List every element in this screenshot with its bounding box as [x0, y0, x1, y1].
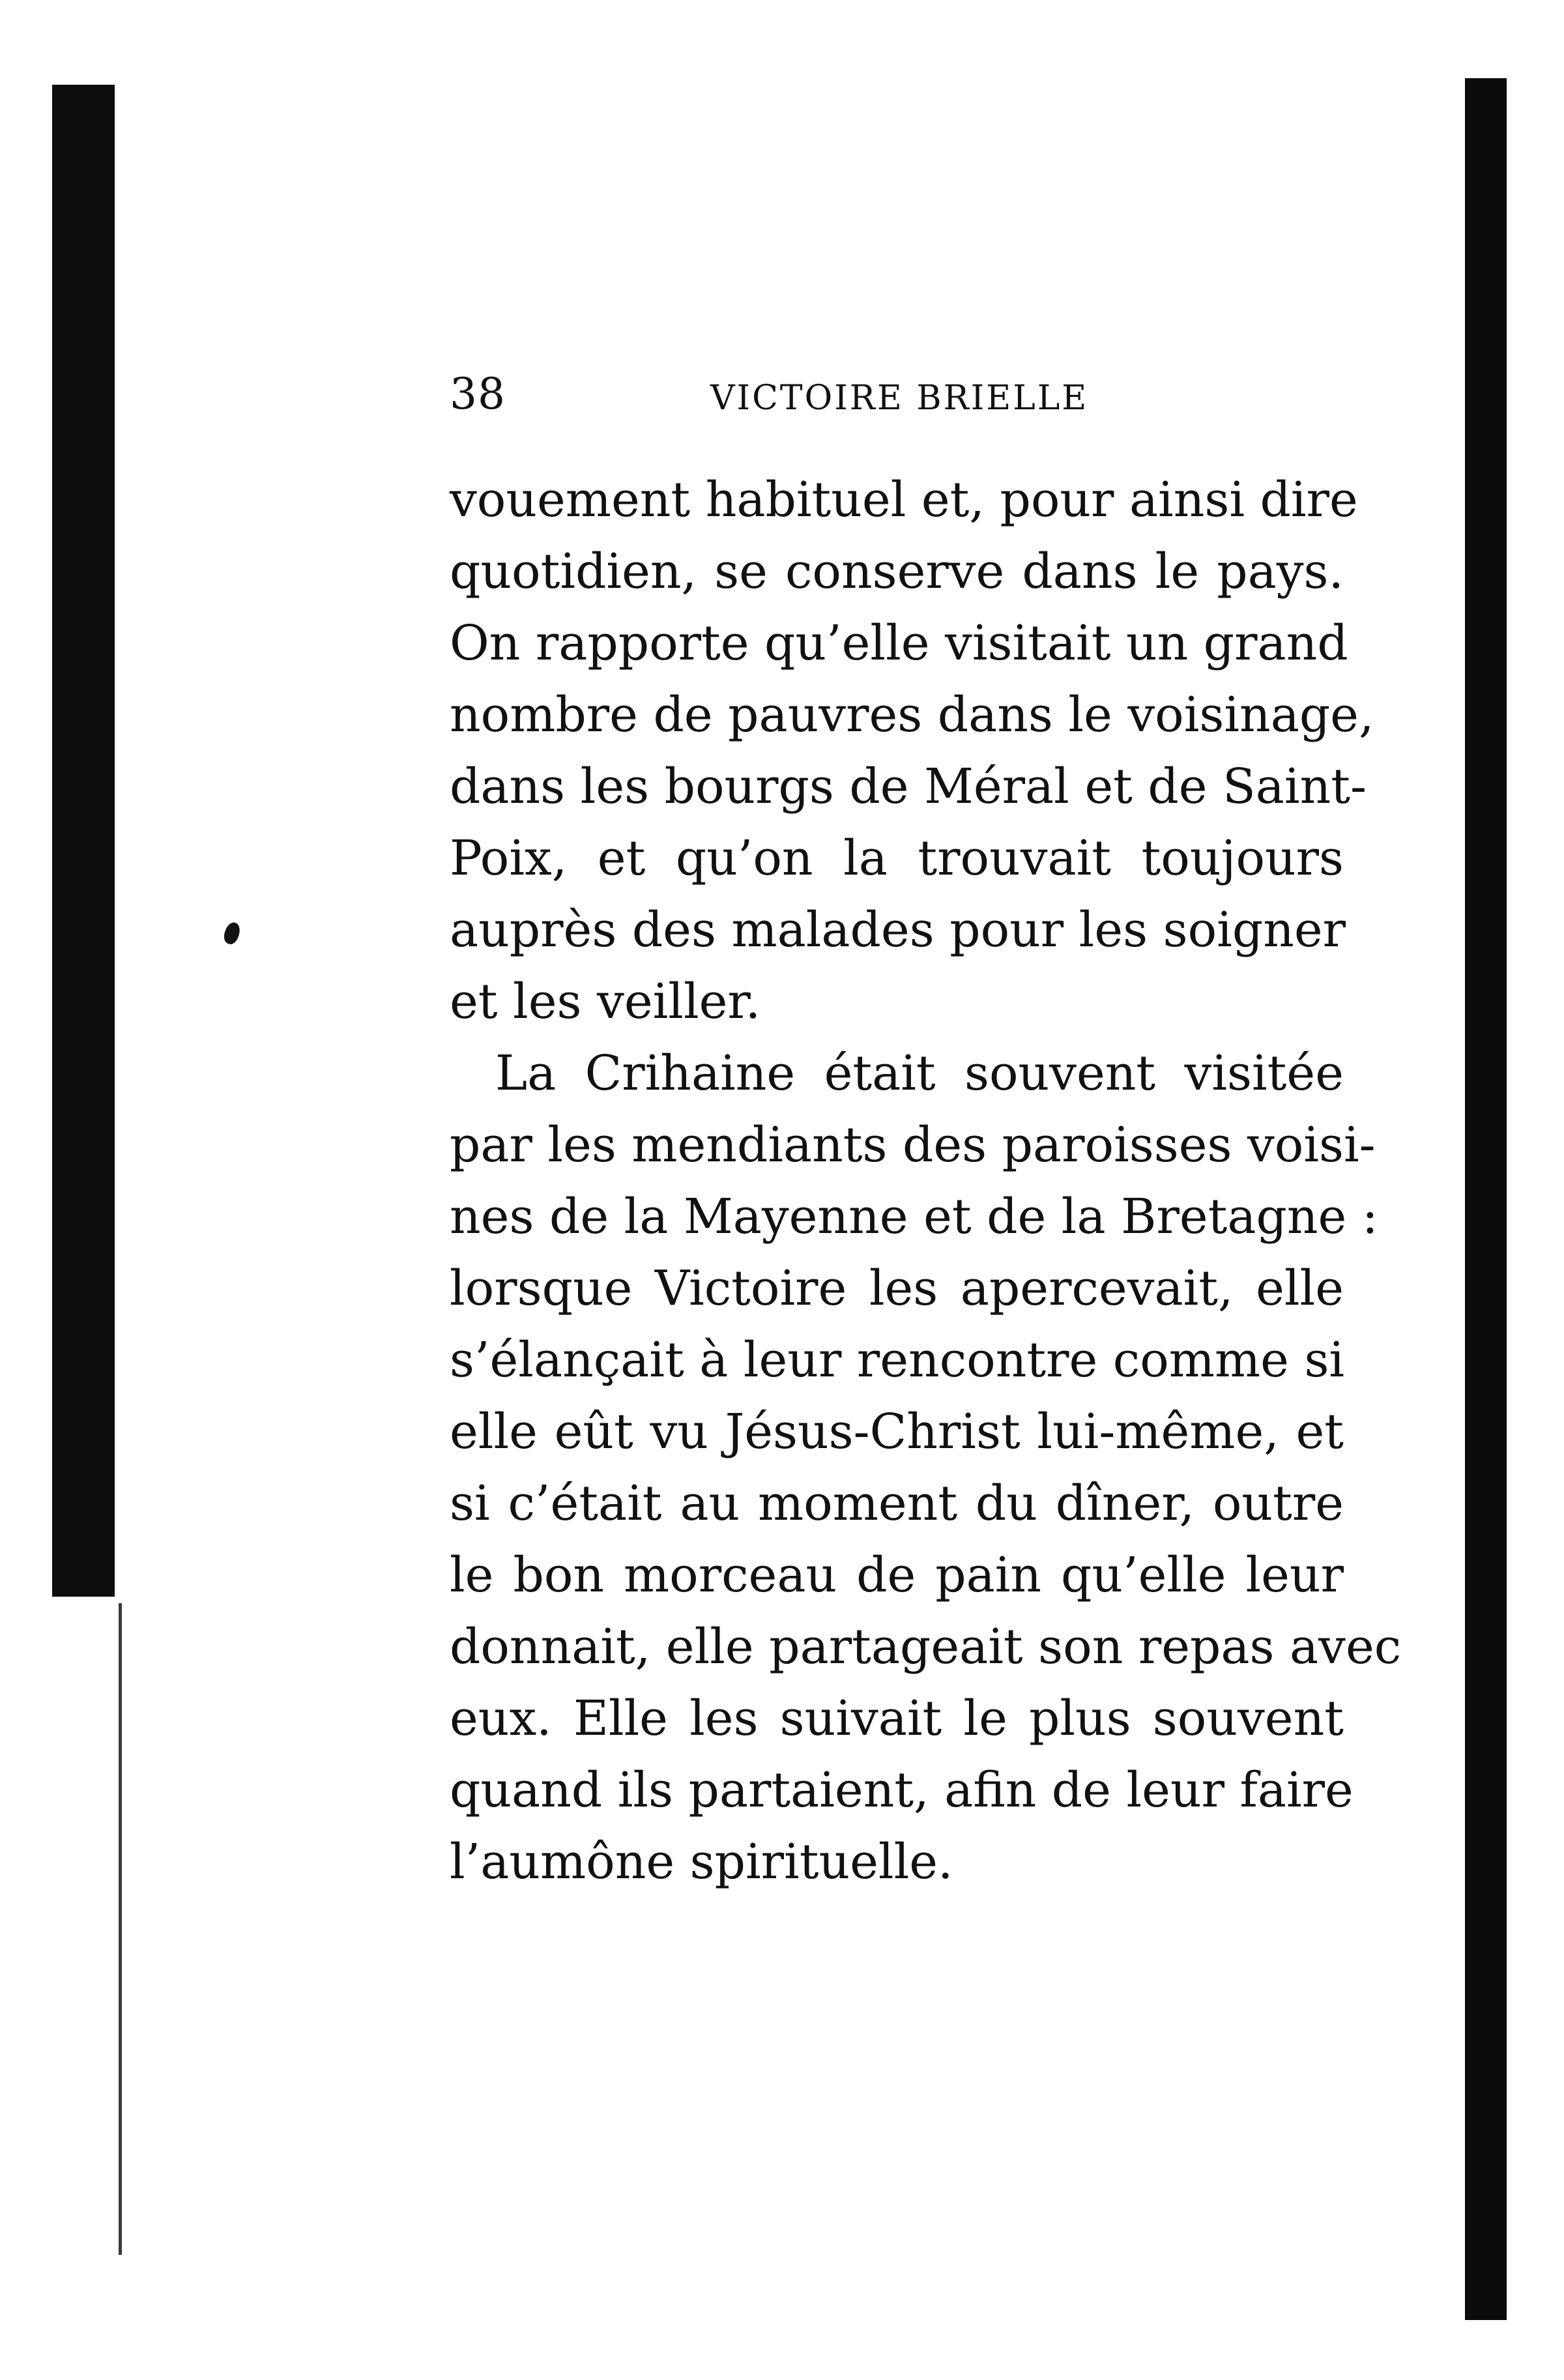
text-line: par les mendiants des paroisses voisi- [450, 1117, 1376, 1173]
text-line: eux. Elle les suivait le plus souvent [450, 1691, 1344, 1747]
page-number: 38 [450, 369, 506, 419]
text-line: On rapporte qu’elle visitait un grand [450, 615, 1348, 671]
running-title: VICTOIRE BRIELLE [710, 379, 1089, 418]
text-line: elle eût vu Jésus-Christ lui-même, et [450, 1404, 1344, 1460]
text-line: si c’était au moment du dîner, outre [450, 1475, 1344, 1531]
ink-blot-mark [222, 920, 242, 946]
text-line: le bon morceau de pain qu’elle leur [450, 1547, 1344, 1603]
text-line: Poix, et qu’on la trouvait toujours [450, 830, 1344, 886]
body-text [450, 464, 1402, 1898]
text-line: lorsque Victoire les apercevait, elle [450, 1260, 1344, 1316]
text-line: auprès des malades pour les soigner [450, 902, 1346, 958]
text-line: nes de la Mayenne et de la Bretagne : [450, 1189, 1378, 1245]
text-line: et les veiller. [450, 974, 761, 1030]
text-line: donnait, elle partageait son repas avec [450, 1619, 1402, 1675]
text-line: l’aumône spirituelle. [450, 1834, 953, 1890]
text-line: s’élançait à leur rencontre comme si [450, 1332, 1345, 1388]
running-head [450, 365, 1101, 424]
text-line: quotidien, se conserve dans le pays. [450, 544, 1344, 600]
text-line: dans les bourgs de Méral et de Saint- [450, 759, 1367, 815]
text-line: quand ils partaient, afin de leur faire [450, 1762, 1354, 1818]
scan-gutter-line [119, 1603, 122, 2255]
text-line: nombre de pauvres dans le voisinage, [450, 687, 1374, 743]
scan-shadow-right [1465, 78, 1507, 2320]
text-line: La Crihaine était souvent visitée [495, 1045, 1344, 1101]
text-line: vouement habituel et, pour ainsi dire [450, 472, 1358, 528]
scan-shadow-left [52, 85, 115, 1597]
